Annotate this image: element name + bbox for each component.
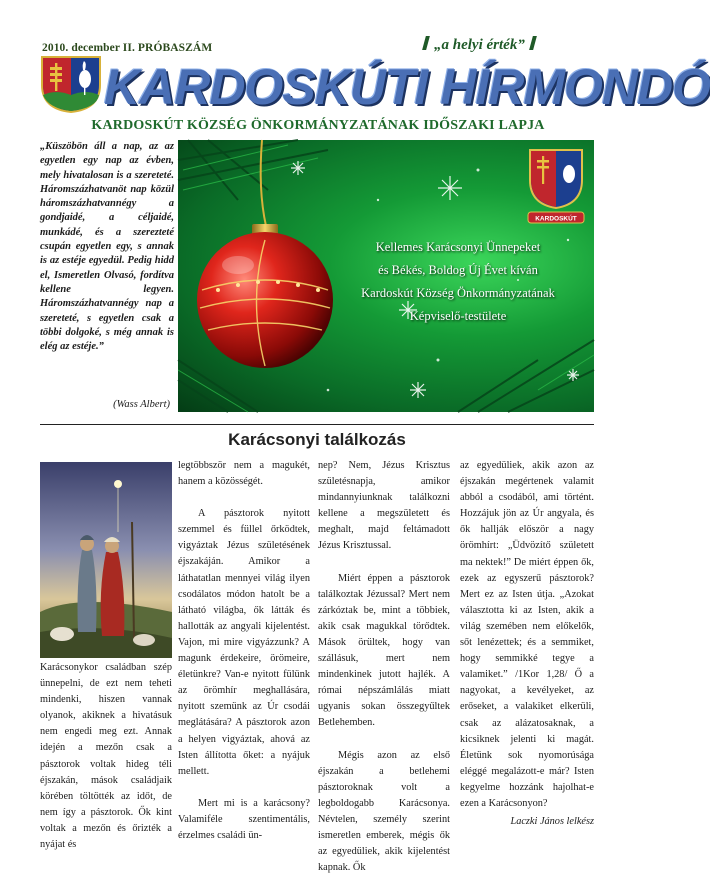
slogan [418, 36, 541, 54]
article-paragraph: Mégis azon az első éjszakán a betlehemi pásztoroknak volt a legboldogabb Karácsonya. Névtelen, személy szerint ismeretlen emberek, mégis ők az egyedüliek, akik kijelentést kapnak. Ők [318, 749, 450, 874]
coat-of-arms-icon [40, 55, 102, 113]
article-paragraph: A pásztorok nyitott szemmel és füllel őrködtek, vigyáztak Jézus születésének éjszakáján. Amikor a láthatatlan mennyei világ ilyen csodálatos módon hatolt be a látható világba, ők látták és hallották az angyali kijelentést. Vajon, mi mire vigyázzunk? A magunk érdekeire, örömeire, életünkre? Van-e nyitott fülünk az örömhír meghallására, nyitott szemünk az Úr csodái meglátására? A pásztorok azon a helyen vigyáztak, ahová az Isten állította őket: a nyájuk mellett. [178, 508, 310, 777]
article-paragraph: az egyedüliek, akik azon az éjszakán megértenek valamit abból a csodából, ami történt. Hozzájuk jön az Úr angyala, és ők hallják először a nagy örömhírt: „Üdvözítő született ma nektek!” De miért éppen ők, ezek az egyszerű pásztorok? Mert ez az Isten útja. „Azokat választotta ki az Isten, akik a világ szemében nem előkelők, sőt lenézettek; és a semmiket, hogy semmikké tegye a valamiket.” /1Kor 1,28/ Ő a nagyokat, a kevélyeket, az erőseket, a valakiket elkerüli, csak az alázatosaknak, a kicsiknek jelenti ki magát. Életünk sok nyomorúsága eléggé megalázott-e már? Isten kegyelme hozzánk hajolhat-e ezen a Karácsonyon? [460, 460, 594, 809]
quote-author: (Wass Albert) [113, 399, 170, 410]
badge-label: KARDOSKÚT [535, 215, 577, 223]
municipality-badge-icon [526, 146, 586, 226]
slogan-text: „a helyi érték” [434, 37, 525, 53]
masthead-title: KARDOSKÚTI HÍRMONDÓ [104, 59, 710, 115]
article-column-2 [178, 458, 310, 878]
quote-text: „Küszöbön áll a nap, az az egyetlen egy nap az évben, mely hivatalosan is a szereteté. Háromszázhatvanöt nap közül háromszázhatvannégy a gondjaidé, a céljaidé, munkádé, és a szerezteté csupán egyetlen egy, s annak is az estéje egyedül. Pedig hidd el, Ismeretlen Olvasó, fordítva kellene legyen. Háromszázhatvannégy nap a szereteté, s egyetlen csak a többi dolgoké, s még annak is elég az estéje.” [40, 141, 174, 353]
article-column-1 [40, 660, 172, 878]
article-paragraph: legtöbbször nem a magukét, hanem a közösségét. [178, 460, 310, 488]
article-signature: Laczki János lelkész [510, 816, 594, 828]
nativity-shepherds-painting [40, 462, 172, 658]
greeting-line: Képviselő-testülete [409, 309, 507, 323]
article-paragraph: Miért éppen a pásztorok találkoztak Jézussal? Mert nem zárkóztak be, mint a többiek, akik csak magukkal törődtek. Mások örültek, hogy van szállásuk, mert nem mindenkinek jutott hajlék. A római népszámlálás miatt ugyanis sokan összegyűltek Betlehemben. [318, 572, 450, 729]
slogan-bar-right [529, 36, 537, 50]
slogan-bar-left [422, 36, 430, 50]
article-column-3 [318, 458, 450, 878]
greeting-message [338, 236, 578, 328]
christmas-greeting-image [178, 140, 594, 412]
issue-label: 2010. december II. PRÓBASZÁM [42, 42, 213, 54]
article-paragraph: nep? Nem, Jézus Krisztus születésnapja, amikor mindannyiunknak találkozni kellene a megszületett és meghalt, majd feltámadott Jézus Krisztussal. [318, 460, 450, 552]
section-divider [40, 424, 594, 425]
greeting-line: és Békés, Boldog Új Évet kíván [378, 263, 538, 277]
article-column-4 [460, 458, 594, 878]
masthead-subtitle: KARDOSKÚT KÖZSÉG ÖNKORMÁNYZATÁNAK IDŐSZAKI LAPJA [91, 118, 545, 133]
article-title: Karácsonyi találkozás [228, 430, 406, 449]
greeting-line: Kellemes Karácsonyi Ünnepeket [375, 240, 541, 254]
article-paragraph: Karácsonykor családban szép ünnepelni, de ezt nem teheti mindenki, hiszen vannak olyanok, akiknek a hivatásuk nem engedi meg ezt. Annak idején a mezőn csak a pásztorok voltak hideg téli éjszakán, mások családjaik körében töltötték az időt, de nem így a pásztorok. Ők kint voltak a mezőn és őrizték a nyájat és [40, 662, 172, 851]
greeting-line: Kardoskút Község Önkormányzatának [361, 286, 555, 300]
article-paragraph: Mert mi is a karácsony? Valamiféle szentimentális, érzelmes családi ün- [178, 797, 310, 841]
